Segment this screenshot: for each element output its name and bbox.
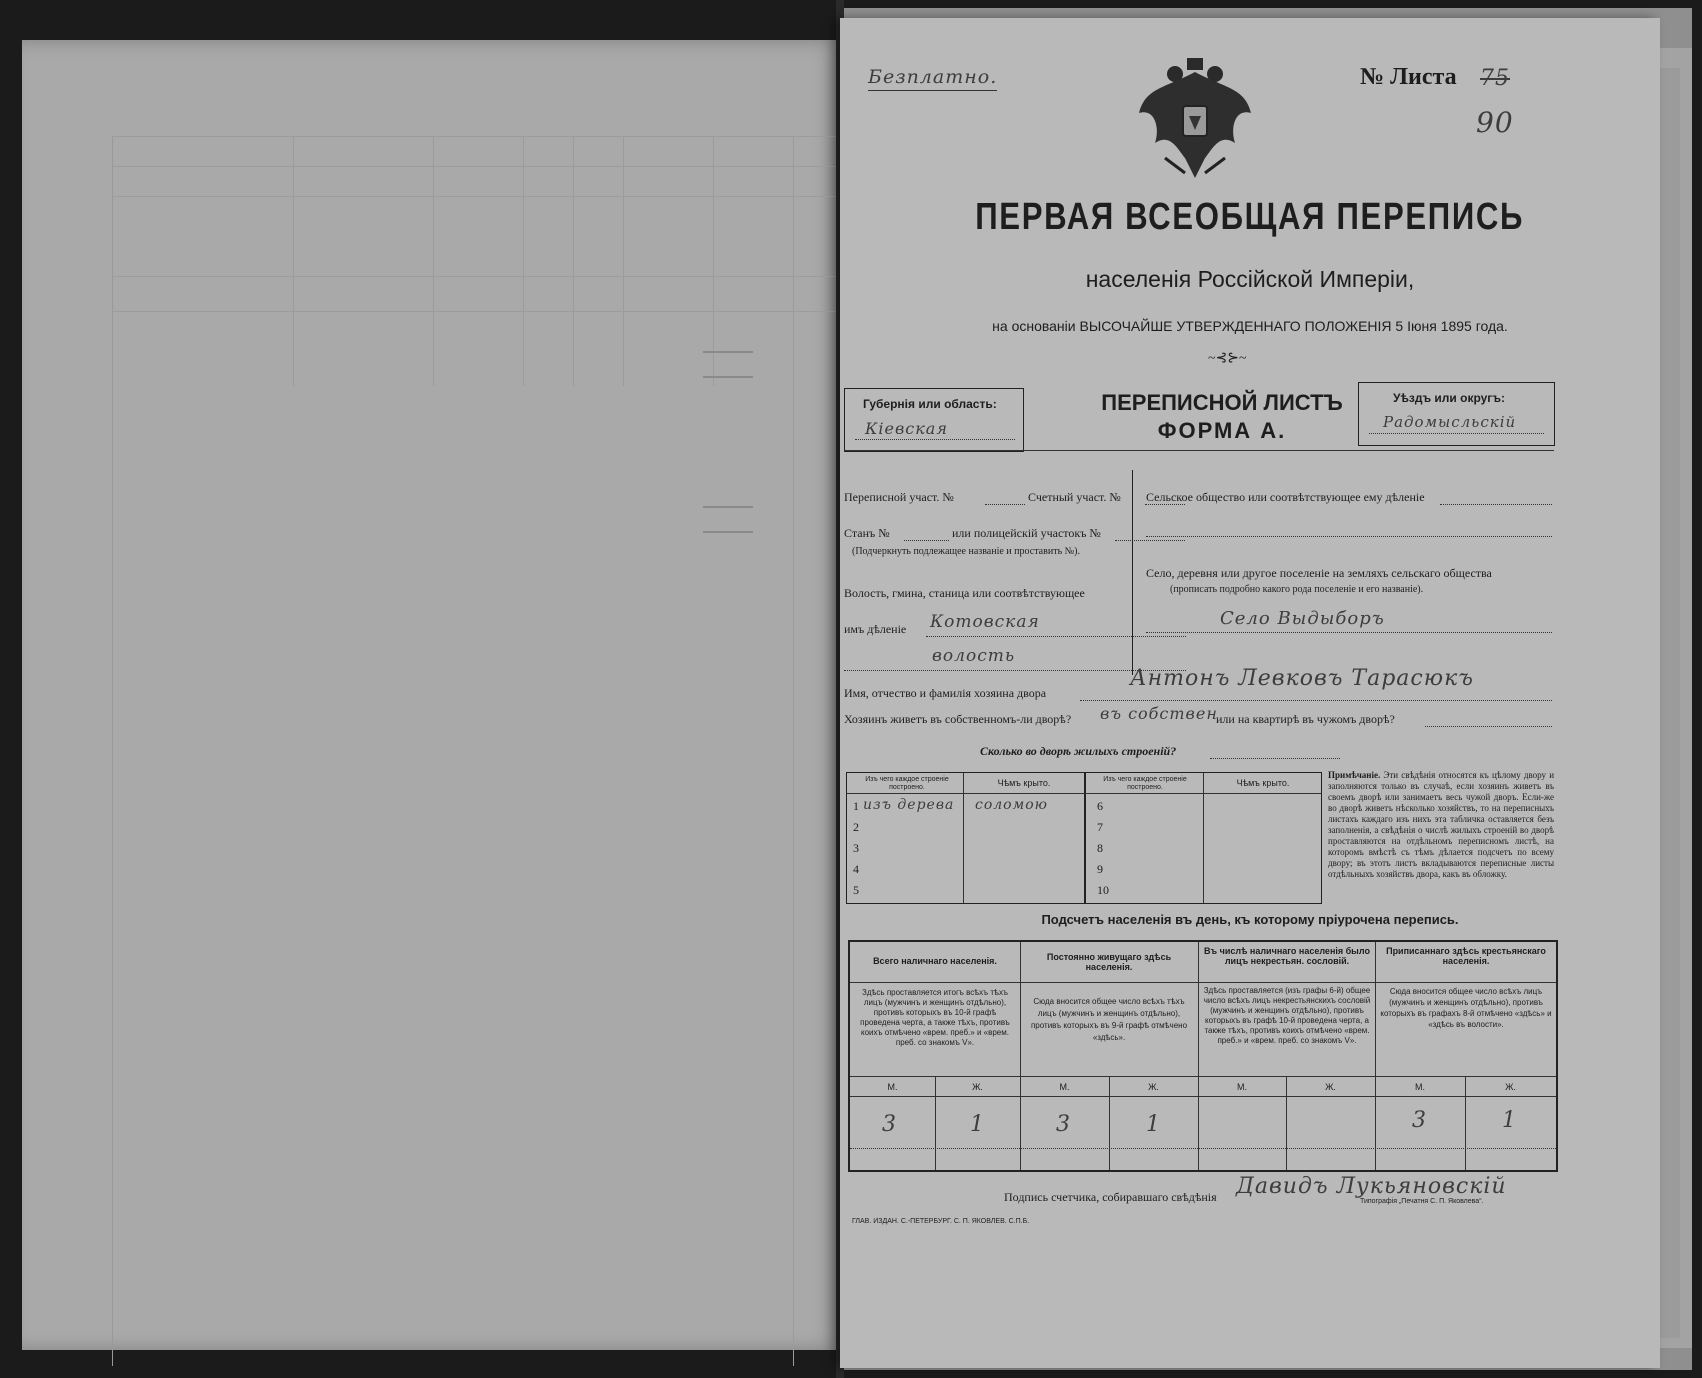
row-number: 4 bbox=[853, 862, 859, 876]
lives-label: Хозяинъ живетъ въ собственномъ-ли дворѣ? bbox=[844, 712, 1072, 726]
selo-value: Село Выдыборъ bbox=[1220, 608, 1385, 629]
row-number: 7 bbox=[1097, 820, 1103, 834]
free-label: Безплатно. bbox=[868, 66, 997, 91]
row-number: 6 bbox=[1097, 799, 1103, 813]
table-row bbox=[847, 839, 1085, 859]
uezd-value: Радомысльскій bbox=[1383, 413, 1517, 431]
col-total-head: Всего наличнаго населенія. bbox=[873, 956, 997, 966]
fill-line bbox=[1210, 758, 1340, 759]
m-label: М. bbox=[887, 1082, 898, 1092]
note-text: Эти свѣдѣнія относятся къ цѣлому двору и заполняются только въ случаѣ, если хозяинъ живетъ въ своемъ дворѣ или занимаетъ весь чужой дворъ. Если-же во дворѣ живетъ нѣсколько хозяйствъ, то на переписныхъ листахъ каждаго изъ нихъ эта табличка оставляется безъ заполненія, а свѣдѣнія о числѣ жилыхъ строеній во дворѣ проставляются на отдѣльномъ переписномъ листѣ, на которомъ вмѣстѣ съ тѣмъ дѣлается подсчетъ по всему двору; въ этотъ листъ вкладываются переписные листы отдѣльныхъ хозяйствъ двора, какъ въ обложку. bbox=[1328, 770, 1555, 879]
buildings-note bbox=[1328, 770, 1554, 880]
table-divider bbox=[1020, 942, 1021, 1170]
ornament-divider: ~⊰⊱~ bbox=[1208, 351, 1247, 366]
col-registered-head: Приписаннаго здѣсь крестьянскаго населенія. bbox=[1386, 946, 1546, 966]
fill-line bbox=[926, 636, 1186, 637]
ruled-column bbox=[573, 136, 574, 386]
fill-line bbox=[1440, 504, 1552, 505]
table-row bbox=[847, 797, 1085, 817]
faded-mark bbox=[703, 351, 753, 353]
police-label: или полицейскій участокъ № bbox=[952, 526, 1101, 540]
signature-value: Давидъ Лукьяновскій bbox=[1236, 1174, 1507, 1199]
col-material-header: Изъ чего каждое строеніе построено. bbox=[865, 776, 949, 791]
form-title-line1: ПЕРЕПИСНОЙ ЛИСТЪ bbox=[1101, 390, 1343, 415]
census-subtitle: населенія Россійской Имперіи, bbox=[1085, 266, 1415, 292]
lives-alt-label: или на квартирѣ въ чужомъ дворѣ? bbox=[1216, 712, 1395, 726]
row-roof: соломою bbox=[975, 797, 1048, 813]
row-number: 8 bbox=[1097, 841, 1103, 855]
f-label: Ж. bbox=[1325, 1082, 1336, 1092]
uezd-label: Уѣздъ или округъ: bbox=[1393, 391, 1506, 405]
table-divider bbox=[850, 1148, 1556, 1149]
stan-note: (Подчеркнуть подлежащее названіе и проставить №). bbox=[852, 546, 1080, 557]
obshchestvo-label: Сельское общество или соотвѣтствующее ему дѣленіе bbox=[1146, 490, 1425, 504]
table-row bbox=[847, 818, 1085, 838]
table-divider bbox=[850, 982, 1556, 983]
total-male: 3 bbox=[882, 1112, 897, 1137]
f-label: Ж. bbox=[1148, 1082, 1159, 1092]
buildings-question: Сколько во дворѣ жилыхъ строеній? bbox=[980, 744, 1177, 758]
ruled-column bbox=[623, 136, 624, 386]
table-divider bbox=[1085, 793, 1321, 794]
faded-mark bbox=[703, 531, 753, 533]
sheet-number-struck: 75 bbox=[1480, 66, 1510, 91]
uezd-box bbox=[1358, 382, 1555, 446]
table-divider bbox=[1198, 942, 1199, 1170]
registered-male: 3 bbox=[1412, 1108, 1427, 1133]
registered-female: 1 bbox=[1502, 1108, 1517, 1133]
ruled-line bbox=[113, 276, 838, 277]
fill-line bbox=[1080, 700, 1552, 701]
imprint-right: Типографія „Печатня С. П. Яковлева“. bbox=[1360, 1198, 1484, 1205]
census-form-page bbox=[840, 18, 1660, 1368]
owner-value: Антонъ Левковъ Тарасюкъ bbox=[1130, 666, 1474, 691]
ruled-line bbox=[113, 166, 838, 167]
row-number: 3 bbox=[853, 841, 859, 855]
field-divider bbox=[1132, 470, 1133, 675]
col-registered-desc: Сюда вносится общее число всѣхъ лицъ (мужчинъ и женщинъ отдѣльно), противъ которыхъ въ графахъ 8-й отмѣчено «здѣсь» и «здѣсь въ волости». bbox=[1380, 987, 1552, 1029]
table-divider bbox=[850, 1076, 1556, 1077]
col-nonpeasant-desc: Здѣсь проставляется (изъ графы 6-й) общее число всѣхъ лицъ некрестьянскихъ сословій (мужчинъ и женщинъ отдѣльно), противъ которыхъ въ графѣ 10-й проведена черта, а также тѣхъ, противъ коихъ отмѣчено «врем. преб.» и «врем. преб. со знакомъ V». bbox=[1203, 986, 1371, 1045]
fill-line bbox=[1146, 632, 1552, 633]
faded-ruled-table bbox=[112, 136, 838, 1366]
col-total-desc: Здѣсь проставляется итогъ всѣхъ тѣхъ лицъ (мужчинъ и женщинъ отдѣльно), противъ которыхъ въ 10-й графѣ проведена черта, а также тѣхъ, противъ коихъ отмѣчено «врем. преб.» и «врем. преб. со знакомъ V». bbox=[860, 988, 1010, 1047]
total-female: 1 bbox=[970, 1112, 985, 1137]
form-title-line2: ФОРМА А. bbox=[1157, 418, 1287, 443]
selo-note: (прописать подробно какого рода поселеніе и его названіе). bbox=[1170, 584, 1424, 595]
census-title bbox=[840, 196, 1660, 239]
fill-line bbox=[904, 540, 949, 541]
ruled-column bbox=[713, 136, 714, 386]
census-count-title: Подсчетъ населенія въ день, къ которому пріурочена перепись. bbox=[1041, 912, 1459, 927]
ruled-line bbox=[113, 196, 838, 197]
fill-line bbox=[1425, 726, 1552, 727]
faded-mark bbox=[703, 376, 753, 378]
table-row bbox=[847, 881, 1085, 901]
selo-label: Село, деревня или другое поселеніе на земляхъ сельскаго общества bbox=[1146, 566, 1492, 580]
imperial-eagle-emblem bbox=[1135, 58, 1255, 188]
census-count-table bbox=[848, 940, 1558, 1172]
owner-label: Имя, отчество и фамилія хозяина двора bbox=[844, 686, 1047, 700]
row-material: изъ дерева bbox=[863, 797, 955, 813]
fill-line bbox=[855, 439, 1015, 440]
ruled-line bbox=[113, 136, 838, 137]
gubernia-label: Губернія или область: bbox=[863, 397, 997, 411]
sheet-number-value: 90 bbox=[1476, 106, 1514, 139]
col-permanent-desc: Сюда вносится общее число всѣхъ тѣхъ лицъ (мужчинъ и женщинъ отдѣльно), противъ которыхъ въ 9-й графѣ отмѣчено «здѣсь». bbox=[1030, 997, 1188, 1042]
f-label: Ж. bbox=[1505, 1082, 1516, 1092]
buildings-table-right bbox=[1084, 772, 1322, 904]
col-roof-header: Чѣмъ крыто. bbox=[1236, 778, 1290, 788]
buildings-table-left bbox=[846, 772, 1086, 904]
fill-line bbox=[1369, 433, 1544, 434]
fill-line bbox=[1146, 536, 1552, 537]
gubernia-value: Кіевская bbox=[865, 419, 948, 438]
left-page bbox=[22, 40, 842, 1350]
permanent-female: 1 bbox=[1146, 1112, 1161, 1137]
table-divider bbox=[1375, 942, 1376, 1170]
table-row bbox=[847, 860, 1085, 880]
signature-label: Подпись счетчика, собиравшаго свѣдѣнія bbox=[1004, 1190, 1217, 1204]
volost-value-2: волость bbox=[932, 646, 1016, 666]
m-label: М. bbox=[1415, 1082, 1425, 1092]
ruled-column bbox=[793, 136, 794, 1366]
permanent-male: 3 bbox=[1056, 1112, 1071, 1137]
volost-label-2: имъ дѣленіе bbox=[844, 622, 907, 636]
ruled-column bbox=[293, 136, 294, 386]
faded-mark bbox=[703, 506, 753, 508]
col-roof-header: Чѣмъ крыто. bbox=[997, 778, 1051, 788]
ruled-column bbox=[433, 136, 434, 386]
m-label: М. bbox=[1237, 1082, 1247, 1092]
table-divider bbox=[850, 1096, 1556, 1097]
schetny-label: Счетный участ. № bbox=[1028, 490, 1121, 504]
uchastok-label: Переписной участ. № bbox=[844, 490, 954, 504]
census-title-text: ПЕРВАЯ ВСЕОБЩАЯ ПЕРЕПИСЬ bbox=[975, 196, 1525, 238]
imprint-left: ГЛАВ. ИЗДАН. С.-ПЕТЕРБУРГ. С. П. ЯКОВЛЕВ. С.П.Б. bbox=[852, 1218, 1030, 1225]
col-permanent-head: Постоянно живущаго здѣсь населенія. bbox=[1046, 952, 1172, 972]
row-number: 10 bbox=[1097, 883, 1109, 897]
census-basis: на основаніи ВЫСОЧАЙШЕ УТВЕРЖДЕННАГО ПОЛОЖЕНІЯ 5 Іюня 1895 года. bbox=[992, 318, 1508, 334]
note-title: Примѣчаніе. bbox=[1328, 770, 1381, 780]
volost-value: Котовская bbox=[930, 612, 1040, 632]
ruled-line bbox=[113, 311, 838, 312]
table-divider bbox=[847, 793, 1085, 794]
row-number: 1 bbox=[853, 799, 859, 813]
row-number: 9 bbox=[1097, 862, 1103, 876]
ruled-column bbox=[523, 136, 524, 386]
f-label: Ж. bbox=[972, 1082, 983, 1092]
sheet-number-label: № Листа bbox=[1360, 64, 1457, 90]
fill-line bbox=[985, 504, 1025, 505]
col-nonpeasant-head: Въ числѣ наличнаго населенія было лицъ некрестьян. сословій. bbox=[1204, 946, 1370, 966]
lives-value: въ собствен bbox=[1100, 704, 1218, 723]
stan-label: Станъ № bbox=[844, 526, 890, 540]
m-label: М. bbox=[1059, 1082, 1070, 1092]
volost-label: Волость, гмина, станица или соотвѣтствующее bbox=[844, 586, 1085, 600]
fill-line bbox=[1115, 540, 1185, 541]
header-rule bbox=[844, 450, 1554, 451]
gubernia-box bbox=[844, 388, 1024, 452]
row-number: 2 bbox=[853, 820, 859, 834]
row-number: 5 bbox=[853, 883, 859, 897]
col-material-header: Изъ чего каждое строеніе построено. bbox=[1103, 776, 1187, 791]
